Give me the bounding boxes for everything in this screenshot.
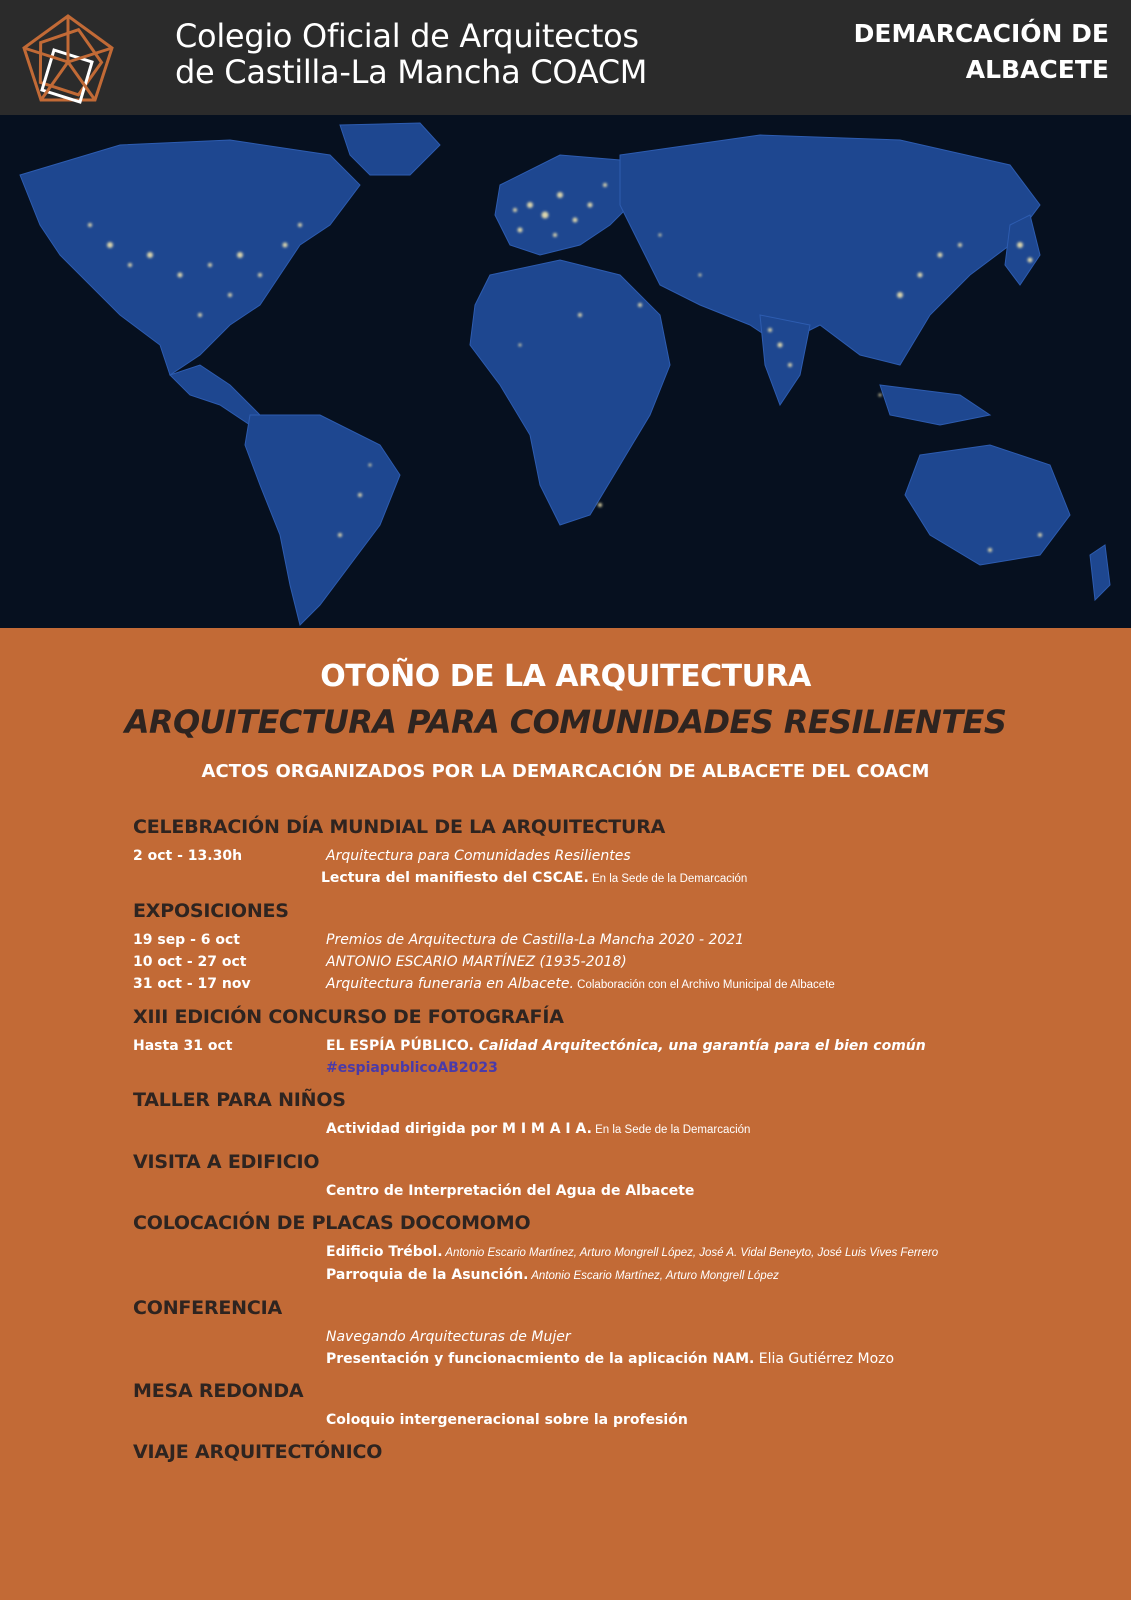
event-note: Colaboración con el Archivo Municipal de Albacete: [573, 979, 835, 991]
event-title: Centro de Interpretación del Agua de Albacete: [326, 1183, 695, 1199]
section-exposiciones: [133, 897, 1093, 996]
event-description: [326, 845, 1093, 867]
event-row: [133, 1326, 1093, 1348]
hashtag-link[interactable]: #espiapublicoAB2023: [326, 1060, 498, 1076]
event-row: [133, 951, 1093, 973]
organization-name-line1: Colegio Oficial de Arquitectos: [175, 17, 639, 55]
event-description: [326, 929, 1093, 951]
event-description: [326, 951, 1093, 973]
event-row: [133, 1348, 1093, 1370]
event-title: ANTONIO ESCARIO MARTÍNEZ (1935-2018): [326, 954, 627, 970]
event-title: Coloquio intergeneracional sobre la profesión: [326, 1412, 688, 1428]
event-row: [133, 867, 1093, 890]
event-title: EL ESPÍA PÚBLICO.: [326, 1038, 474, 1054]
event-date-empty: [133, 867, 321, 890]
event-description: [326, 1180, 1093, 1202]
event-title: Actividad dirigida por M I M A I A.: [326, 1121, 592, 1137]
event-date-empty: [133, 1241, 326, 1264]
section-visita: [133, 1148, 1093, 1202]
demarcation-line1: DEMARCACIÓN DE: [853, 19, 1109, 48]
event-note: Antonio Escario Martínez, Arturo Mongrell López, José A. Vidal Beneyto, José Luis Vives Ferrero: [442, 1247, 939, 1259]
event-row: [133, 1241, 1093, 1264]
coacm-logo: [14, 10, 122, 110]
event-date-empty: [133, 1326, 326, 1348]
event-note: En la Sede de la Demarcación: [591, 1124, 751, 1136]
event-date: 31 oct - 17 nov: [133, 976, 251, 992]
event-date: 10 oct - 27 oct: [133, 954, 247, 970]
event-title: Navegando Arquitecturas de Mujer: [326, 1329, 571, 1345]
section-title: XIII EDICIÓN CONCURSO DE FOTOGRAFÍA: [133, 1006, 564, 1028]
event-description: [321, 867, 1093, 890]
organization-name: [175, 18, 647, 90]
section-mesa: [133, 1377, 1093, 1431]
event-date: Hasta 31 oct: [133, 1038, 233, 1054]
section-title: VISITA A EDIFICIO: [133, 1151, 320, 1173]
main-title: OTOÑO DE LA ARQUITECTURA: [320, 659, 811, 694]
section-taller: [133, 1086, 1093, 1141]
event-description: [326, 1241, 1093, 1264]
event-date-empty: [133, 1180, 326, 1202]
event-row: [133, 1264, 1093, 1287]
event-title: Lectura del manifiesto del CSCAE.: [321, 870, 589, 886]
section-placas: [133, 1209, 1093, 1287]
event-subtitle: Calidad Arquitectónica, una garantía para el bien común: [473, 1038, 926, 1054]
section-title: VIAJE ARQUITECTÓNICO: [133, 1441, 383, 1463]
event-list: [133, 813, 1093, 1473]
section-celebracion: [133, 813, 1093, 890]
demarcation-line2: ALBACETE: [965, 55, 1109, 84]
event-note: En la Sede de la Demarcación: [588, 873, 748, 885]
subtitle: ARQUITECTURA PARA COMUNIDADES RESILIENTES: [124, 703, 1007, 741]
section-conferencia: [133, 1294, 1093, 1370]
event-row: [133, 845, 1093, 867]
event-row: [133, 1180, 1093, 1202]
event-title: Presentación y funcionacmiento de la aplicación NAM.: [326, 1351, 755, 1367]
event-date: 19 sep - 6 oct: [133, 932, 240, 948]
event-title: Arquitectura funeraria en Albacete.: [326, 976, 574, 992]
section-title: EXPOSICIONES: [133, 900, 289, 922]
event-title: Edificio Trébol.: [326, 1244, 443, 1260]
event-row: [133, 973, 1093, 996]
world-night-lights-image: [0, 115, 1131, 628]
event-row: [133, 1118, 1093, 1141]
event-row: [133, 1057, 1093, 1079]
event-date-empty: [133, 1348, 326, 1370]
event-title: Arquitectura para Comunidades Resilientes: [326, 848, 631, 864]
event-title: Premios de Arquitectura de Castilla-La Mancha 2020 - 2021: [326, 932, 745, 948]
organization-name-line2: de Castilla-La Mancha COACM: [175, 53, 648, 91]
event-row: [133, 1035, 1093, 1057]
demarcation-label: [854, 16, 1109, 88]
header-bar: [0, 0, 1131, 115]
event-description: [326, 1409, 1093, 1431]
section-title: CONFERENCIA: [133, 1297, 282, 1319]
event-date-empty: [133, 1409, 326, 1431]
section-title: COLOCACIÓN DE PLACAS DOCOMOMO: [133, 1212, 531, 1234]
section-title: CELEBRACIÓN DÍA MUNDIAL DE LA ARQUITECTURA: [133, 816, 666, 838]
event-title: Parroquia de la Asunción.: [326, 1267, 529, 1283]
section-viaje: [133, 1438, 1093, 1466]
tagline: ACTOS ORGANIZADOS POR LA DEMARCACIÓN DE ALBACETE DEL COACM: [201, 761, 930, 782]
event-date-empty: [133, 1057, 326, 1079]
event-row: [133, 1409, 1093, 1431]
event-date: 2 oct - 13.30h: [133, 848, 243, 864]
event-row: [133, 929, 1093, 951]
event-date-empty: [133, 1118, 326, 1141]
event-description: [326, 1118, 1093, 1141]
event-description: [326, 1326, 1093, 1348]
event-description: [326, 973, 1093, 996]
section-title: TALLER PARA NIÑOS: [133, 1089, 346, 1111]
event-note: Antonio Escario Martínez, Arturo Mongrell López: [528, 1270, 779, 1282]
event-description: [326, 1264, 1093, 1287]
event-content: [0, 628, 1131, 1600]
event-date-empty: [133, 1264, 326, 1287]
section-title: MESA REDONDA: [133, 1380, 304, 1402]
section-concurso: [133, 1003, 1093, 1079]
event-description: [326, 1035, 1093, 1057]
event-description: [326, 1348, 1093, 1370]
event-note: Elia Gutiérrez Mozo: [754, 1351, 895, 1367]
